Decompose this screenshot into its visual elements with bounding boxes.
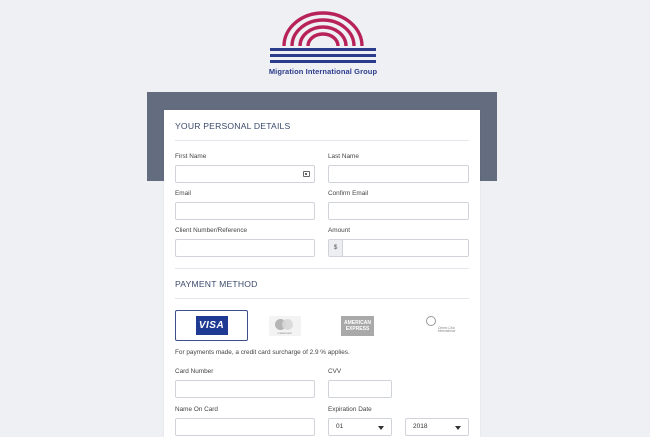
client-ref-input[interactable] [175, 239, 315, 257]
name-on-card-input[interactable] [175, 418, 315, 436]
amount-input[interactable] [328, 239, 469, 257]
client-ref-label: Client Number/Reference [175, 227, 248, 234]
email-label: Email [175, 190, 191, 197]
payment-option-mastercard[interactable] [248, 310, 321, 341]
chevron-down-icon [378, 426, 384, 430]
personal-details-title: YOUR PERSONAL DETAILS [175, 121, 291, 131]
confirm-email-input[interactable] [328, 202, 469, 220]
exp-month-value: 01 [336, 423, 344, 430]
card-number-input[interactable] [175, 380, 315, 398]
exp-month-select[interactable] [328, 418, 392, 436]
last-name-label: Last Name [328, 153, 359, 160]
contact-card-icon [303, 171, 310, 177]
last-name-input[interactable] [328, 165, 469, 183]
exp-year-select[interactable] [405, 418, 469, 436]
payment-option-visa[interactable] [175, 310, 248, 341]
cvv-label: CVV [328, 368, 342, 375]
card-number-label: Card Number [175, 368, 214, 375]
cvv-input[interactable] [328, 380, 392, 398]
visa-card-icon: VISA [196, 316, 228, 335]
divider [175, 298, 469, 299]
surcharge-note: For payments made, a credit card surcharge of 2.9 % applies. [175, 349, 350, 356]
expiration-date-label: Expiration Date [328, 406, 372, 413]
payment-method-title: PAYMENT METHOD [175, 279, 258, 289]
first-name-label: First Name [175, 153, 207, 160]
diners-club-icon: Diners Club International [415, 316, 447, 336]
first-name-input[interactable] [175, 165, 315, 183]
exp-year-value: 2018 [413, 423, 428, 430]
payment-option-amex[interactable] [321, 310, 394, 341]
mastercard-icon: mastercard [269, 316, 301, 336]
payment-option-diners[interactable] [394, 310, 467, 341]
amex-card-icon: AMERICAN EXPRESS [341, 316, 374, 336]
company-name: Migration International Group [268, 67, 378, 76]
payment-form [164, 110, 480, 437]
divider [175, 268, 469, 269]
name-on-card-label: Name On Card [175, 406, 218, 413]
chevron-down-icon [455, 426, 461, 430]
amount-label: Amount [328, 227, 351, 234]
currency-addon: $ [329, 240, 343, 256]
divider [175, 140, 469, 141]
confirm-email-label: Confirm Email [328, 190, 369, 197]
email-input[interactable] [175, 202, 315, 220]
